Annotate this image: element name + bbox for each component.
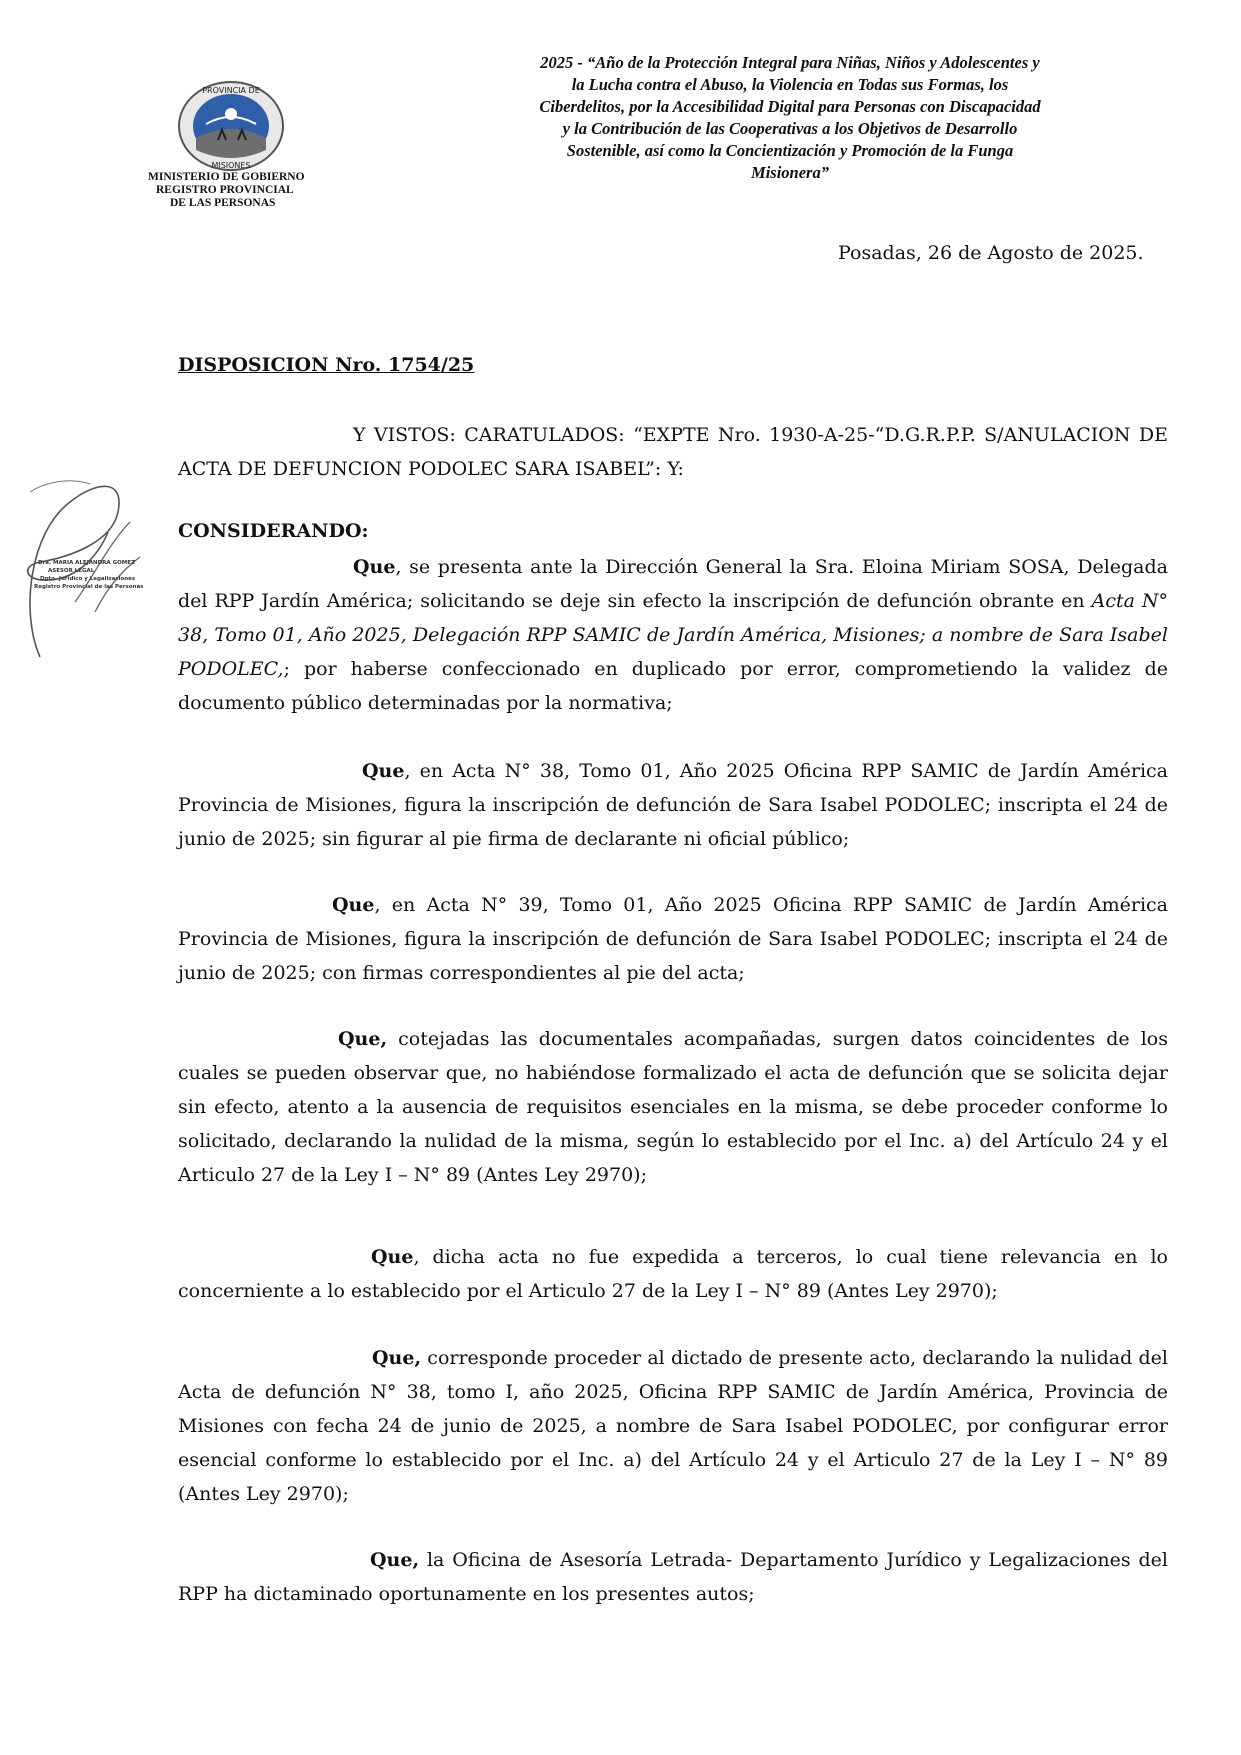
paragraph-lead: Que, [372,1347,422,1369]
paragraph-lead: Que [353,556,396,578]
paragraph-text: , en Acta N° 39, Tomo 01, Año 2025 Oficina RPP SAMIC de Jardín América Provincia de Misiones, figura la inscripción de defunción de Sara Isabel PODOLEC; inscripta el 24 de junio de 2025; con firmas correspondientes al pie del acta; [178,894,1168,984]
signature-scribble-icon [0,462,150,672]
crest-top-text: PROVINCIA DE [202,86,260,95]
stamp-line: ASESOR LEGAL [48,568,95,574]
considerando-paragraph-4 [178,1022,1168,1192]
considerando-paragraph-7 [178,1543,1168,1611]
considerando-heading: CONSIDERANDO: [178,520,369,542]
motto-line: Misionera” [751,163,829,182]
legal-advisor-signature [0,462,150,672]
paragraph-lead: Que, [338,1028,388,1050]
ministry-line: REGISTRO PROVINCIAL [156,184,294,196]
paragraph-text: corresponde proceder al dictado de presente acto, declarando la nulidad del Acta de defunción N° 38, tomo I, año 2025, Oficina RPP SAMIC de Jardín América, Provincia de Misiones con fecha 24 de junio de 2025, a nombre de Sara Isabel PODOLEC, por configurar error esencial conforme lo establecido por el Inc. a) del Artículo 24 y el Articulo 27 de la Ley I – N° 89 (Antes Ley 2970); [178,1347,1168,1505]
ministry-line: MINISTERIO DE GOBIERNO [148,171,305,183]
motto-line: y la Contribución de las Cooperativas a los Objetivos de Desarrollo [562,119,1018,138]
motto-line: 2025 - “Año de la Protección Integral para Niñas, Niños y Adolescentes y [540,53,1040,72]
motto-line: Sostenible, así como la Concientización y Promoción de la Funga [566,141,1014,160]
considerando-paragraph-2 [178,754,1168,856]
considerando-paragraph-5 [178,1240,1168,1308]
vistos-text: Y VISTOS: CARATULADOS: “EXPTE Nro. 1930-A-25-“D.G.R.P.P. S/ANULACION DE ACTA DE DEFUNCION PODOLEC SARA ISABEL”: Y: [178,424,1168,480]
considerando-paragraph-1 [178,550,1168,720]
stamp-line: Dra. MARIA ALEJANDRA GOMEZ [38,560,135,566]
vistos-paragraph [178,418,1168,486]
paragraph-text: , dicha acta no fue expedida a terceros, lo cual tiene relevancia en lo concerniente a lo establecido por el Articulo 27 de la Ley I – N° 89 (Antes Ley 2970); [178,1246,1168,1302]
document-date: Posadas, 26 de Agosto de 2025. [838,242,1144,264]
paragraph-text: , se presenta ante la Dirección General la Sra. Eloina Miriam SOSA, Delegada del RPP Jardín América; solicitando se deje sin efecto la inscripción de defunción obrante en [178,556,1168,612]
considerando-paragraph-3 [178,888,1168,990]
motto-line: Ciberdelitos, por la Accesibilidad Digital para Personas con Discapacidad [539,97,1041,116]
paragraph-text: ; por haberse confeccionado en duplicado por error, comprometiendo la validez de documento público determinadas por la normativa; [178,658,1168,714]
stamp-line: Registro Provincial de las Personas [34,584,144,590]
crest-bottom-text: MISIONES [211,161,251,170]
considerando-paragraph-6 [178,1341,1168,1511]
province-crest-logo [176,80,286,172]
motto-line: la Lucha contra el Abuso, la Violencia en Todas sus Formas, los [571,75,1009,94]
paragraph-lead: Que [332,894,375,916]
disposition-title: DISPOSICION Nro. 1754/25 [178,354,475,376]
paragraph-lead: Que, [370,1549,420,1571]
ministry-line: DE LAS PERSONAS [170,197,276,209]
paragraph-text: , en Acta N° 38, Tomo 01, Año 2025 Oficina RPP SAMIC de Jardín América Provincia de Misiones, figura la inscripción de defunción de Sara Isabel PODOLEC; inscripta el 24 de junio de 2025; sin figurar al pie firma de declarante ni oficial público; [178,760,1168,850]
paragraph-text: la Oficina de Asesoría Letrada- Departamento Jurídico y Legalizaciones del RPP ha dictaminado oportunamente en los presentes autos; [178,1549,1168,1605]
paragraph-italic: Acta N° 38, Tomo 01, Año 2025, Delegación RPP SAMIC de Jardín América, Misiones; a nombre de Sara Isabel PODOLEC, [178,590,1169,680]
year-motto [500,52,1080,184]
ministry-block [148,171,348,210]
paragraph-text: cotejadas las documentales acompañadas, surgen datos coincidentes de los cuales se pueden observar que, no habiéndose formalizado el acta de defunción que se solicita dejar sin efecto, atento a la ausencia de requisitos esenciales en la misma, se debe proceder conforme lo solicitado, declarando la nulidad de la misma, según lo establecido por el Inc. a) del Artículo 24 y el Articulo 27 de la Ley I – N° 89 (Antes Ley 2970); [178,1028,1168,1186]
paragraph-lead: Que [362,760,405,782]
paragraph-lead: Que [371,1246,414,1268]
stamp-line: Dpto. Jurídico y Legalizaciones [40,576,136,582]
